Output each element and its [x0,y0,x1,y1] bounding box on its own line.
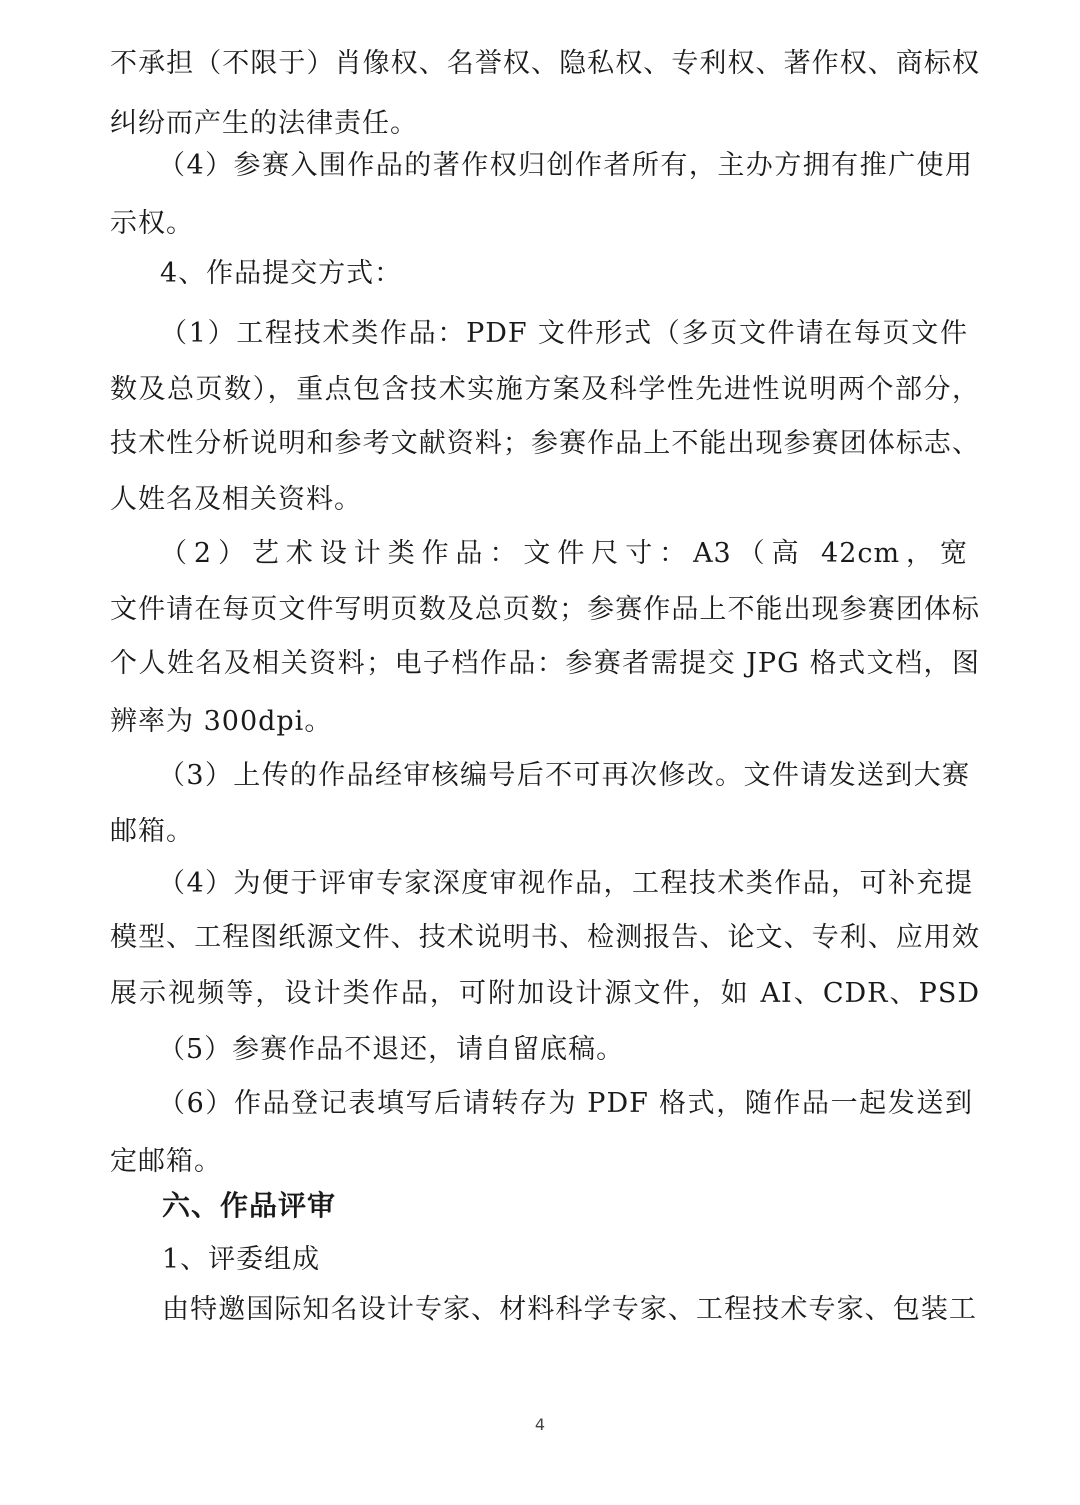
section-subheading: 1、评委组成 [162,1244,321,1275]
text-line: 辨率为 300dpi。 [110,706,333,737]
text-line: 由特邀国际知名设计专家、材料科学专家、工程技术专家、包装工 [162,1294,977,1325]
text-line: 文件请在每页文件写明页数及总页数；参赛作品上不能出现参赛团体标 [110,594,980,625]
text-line: （1）工程技术类作品：PDF 文件形式（多页文件请在每页文件 [160,318,968,349]
text-line: （4）为便于评审专家深度审视作品，工程技术类作品，可补充提 [158,868,973,899]
text-line: 邮箱。 [110,816,194,847]
section-heading: 六、作品评审 [162,1189,337,1222]
text-line: 展示视频等，设计类作品，可附加设计源文件，如 AI、CDR、PSD [110,978,980,1009]
text-line: 数及总页数），重点包含技术实施方案及科学性先进性说明两个部分， [110,374,980,405]
text-line: （3）上传的作品经审核编号后不可再次修改。文件请发送到大赛 [158,760,970,791]
page-number: 4 [534,1415,546,1434]
text-line: 模型、工程图纸源文件、技术说明书、检测报告、论文、专利、应用效 [110,922,980,953]
text-line: 示权。 [110,208,194,239]
text-line: 个人姓名及相关资料；电子档作品：参赛者需提交 JPG 格式文档，图 [110,648,980,679]
text-line: （6）作品登记表填写后请转存为 PDF 格式，随作品一起发送到 [158,1088,973,1119]
section-subheading: 4、作品提交方式： [160,258,403,289]
text-line: 定邮箱。 [110,1146,222,1177]
text-line: 纠纷而产生的法律责任。 [110,108,418,139]
text-line: （4）参赛入围作品的著作权归创作者所有，主办方拥有推广使用 [158,150,973,181]
text-line: （5）参赛作品不退还，请自留底稿。 [158,1034,625,1065]
text-line: （2）艺术设计类作品：文件尺寸：A3（高 42cm，宽 [160,538,968,569]
text-line: 技术性分析说明和参考文献资料；参赛作品上不能出现参赛团体标志、 [110,428,980,459]
text-line: 人姓名及相关资料。 [110,484,362,515]
text-line: 不承担（不限于）肖像权、名誉权、隐私权、专利权、著作权、商标权 [110,48,980,79]
